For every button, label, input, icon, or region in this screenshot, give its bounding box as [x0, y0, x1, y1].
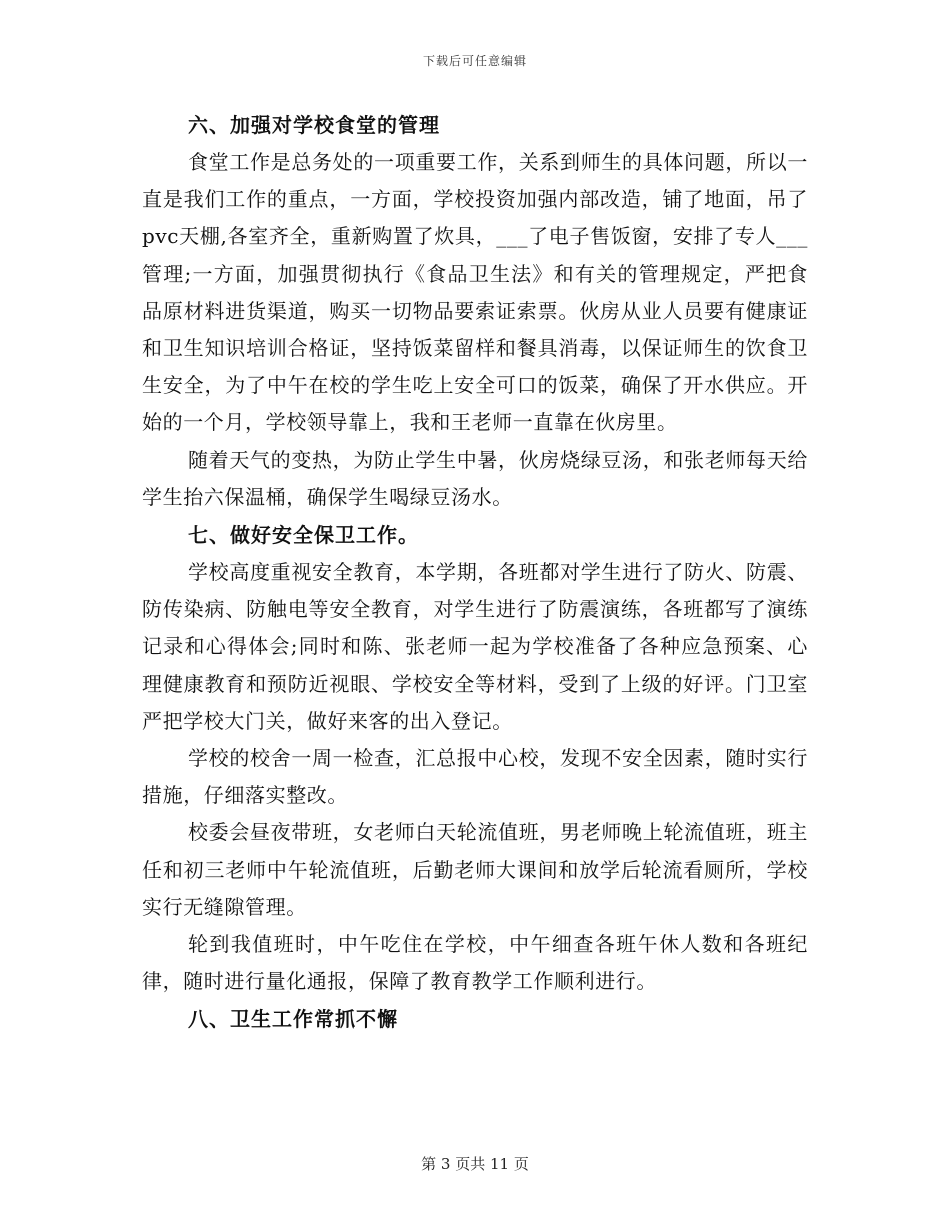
paragraph: 随着天气的变热，为防止学生中暑，伙房烧绿豆汤，和张老师每天给学生抬六保温桶，确保学生喝绿豆汤水。	[142, 447, 808, 509]
page-header: 下载后可任意编辑	[422, 54, 527, 68]
paragraph: 食堂工作是总务处的一项重要工作，关系到师生的具体问题，所以一直是我们工作的重点，一方面，学校投资加强内部改造，铺了地面，吊了pvc天棚,各室齐全，重新购置了炊具，___了电子售饭窗，安排了专人___管理;一方面，加强贯彻执行《食品卫生法》和有关的管理规定，严把食品原材料进货渠道，购买一切物品要索证索票。伙房从业人员要有健康证和卫生知识培训合格证，坚持饭菜留样和餐具消毒，以保证师生的饮食卫生安全，为了中午在校的学生吃上安全可口的饭菜，确保了开水供应。开始的一个月，学校领导靠上，我和王老师一直靠在伙房里。	[142, 150, 809, 435]
paragraph: 轮到我值班时，中午吃住在学校，中午细查各班午休人数和各班纪律，随时进行量化通报，保障了教育教学工作顺利进行。	[142, 932, 808, 994]
paragraph: 学校高度重视安全教育，本学期，各班都对学生进行了防火、防震、防传染病、防触电等安全教育，对学生进行了防震演练，各班都写了演练记录和心得体会;同时和陈、张老师一起为学校准备了各种应急预案、心理健康教育和预防近视眼、学校安全等材料，受到了上级的好评。门卫室严把学校大门关，做好来客的出入登记。	[142, 560, 808, 733]
section-heading-7: 七、做好安全保卫工作。	[188, 523, 419, 548]
section-heading-6: 六、加强对学校食堂的管理	[188, 113, 440, 137]
paragraph: 校委会昼夜带班，女老师白天轮流值班，男老师晚上轮流值班，班主任和初三老师中午轮流值班，后勤老师大课间和放学后轮流看厕所，学校实行无缝隙管理。	[142, 820, 808, 919]
page-footer: 第 3 页共 11 页	[421, 1155, 529, 1173]
document-body	[142, 106, 808, 1038]
paragraph: 学校的校舍一周一检查，汇总报中心校，发现不安全因素，随时实行措施，仔细落实整改。	[142, 746, 808, 808]
section-heading-8: 八、卫生工作常抓不懈	[188, 1007, 398, 1032]
